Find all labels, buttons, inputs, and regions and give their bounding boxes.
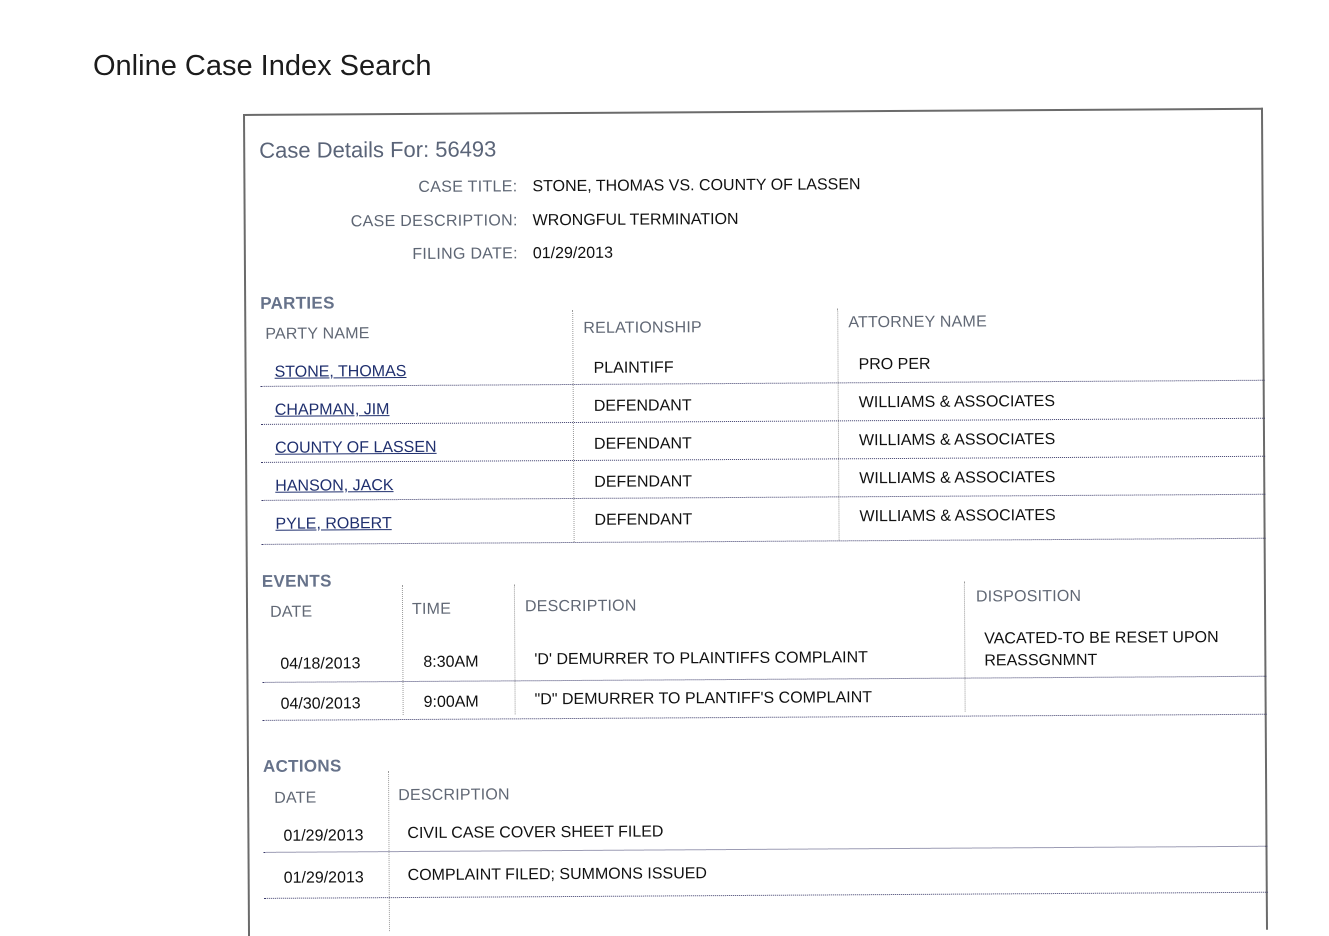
event-date: 04/30/2013 xyxy=(280,695,361,713)
case-title-row xyxy=(245,176,945,196)
party-relationship: PLAINTIFF xyxy=(593,359,674,377)
party-attorney: PRO PER xyxy=(858,355,931,374)
case-title-label: CASE TITLE: xyxy=(418,178,518,196)
table-row xyxy=(264,850,1268,899)
action-date-header: DATE xyxy=(274,789,317,807)
parties-heading: PARTIES xyxy=(260,293,335,313)
case-number: 56493 xyxy=(435,136,497,162)
event-disposition-line-2: REASSGNMNT xyxy=(984,651,1098,670)
party-attorney: WILLIAMS & ASSOCIATES xyxy=(858,431,1056,450)
party-relationship: DEFENDANT xyxy=(594,511,693,529)
party-attorney: WILLIAMS & ASSOCIATES xyxy=(858,393,1056,412)
party-name-link[interactable]: HANSON, JACK xyxy=(275,477,394,495)
event-description: 'D' DEMURRER TO PLAINTIFFS COMPLAINT xyxy=(534,649,868,669)
case-description-row xyxy=(246,210,946,231)
events-heading: EVENTS xyxy=(261,571,332,591)
table-row xyxy=(262,620,1266,683)
table-row xyxy=(260,346,1264,387)
party-relationship: DEFENDANT xyxy=(593,435,692,453)
action-date: 01/29/2013 xyxy=(283,827,364,845)
event-date-header: DATE xyxy=(269,603,313,621)
event-time: 9:00AM xyxy=(423,693,479,711)
table-row xyxy=(263,808,1267,853)
actions-heading: ACTIONS xyxy=(262,756,342,776)
page-title: Online Case Index Search xyxy=(93,50,432,82)
party-attorney: WILLIAMS & ASSOCIATES xyxy=(859,507,1056,526)
party-attorney: WILLIAMS & ASSOCIATES xyxy=(859,469,1056,488)
event-description: "D" DEMURRER TO PLANTIFF'S COMPLAINT xyxy=(534,689,873,709)
event-disposition-header: DISPOSITION xyxy=(975,587,1082,606)
party-name-header: PARTY NAME xyxy=(265,325,370,343)
case-description-value: WRONGFUL TERMINATION xyxy=(532,210,739,230)
case-details-label: Case Details For: xyxy=(259,136,430,163)
event-disposition-line-1: VACATED-TO BE RESET UPON xyxy=(984,629,1219,648)
table-row xyxy=(261,422,1265,463)
event-description-header: DESCRIPTION xyxy=(524,597,637,616)
party-relationship: DEFENDANT xyxy=(594,473,693,491)
table-row xyxy=(262,680,1266,721)
event-time-header: TIME xyxy=(411,600,452,618)
table-row xyxy=(261,498,1265,545)
filing-date-label: FILING DATE: xyxy=(412,245,518,263)
attorney-name-header: ATTORNEY NAME xyxy=(848,313,987,332)
filing-date-row xyxy=(246,243,946,263)
filing-date-value: 01/29/2013 xyxy=(532,244,613,263)
table-row xyxy=(261,460,1265,501)
action-date: 01/29/2013 xyxy=(283,869,364,887)
event-time: 8:30AM xyxy=(423,653,479,671)
table-row xyxy=(261,384,1265,425)
party-name-link[interactable]: CHAPMAN, JIM xyxy=(274,401,390,419)
party-name-link[interactable]: COUNTY OF LASSEN xyxy=(274,438,437,457)
case-description-label: CASE DESCRIPTION: xyxy=(350,212,518,231)
event-date: 04/18/2013 xyxy=(280,655,361,673)
party-name-link[interactable]: STONE, THOMAS xyxy=(274,363,407,381)
relationship-header: RELATIONSHIP xyxy=(583,319,702,337)
party-name-link[interactable]: PYLE, ROBERT xyxy=(275,515,392,533)
action-description: CIVIL CASE COVER SHEET FILED xyxy=(407,823,664,843)
action-description: COMPLAINT FILED; SUMMONS ISSUED xyxy=(407,865,708,885)
case-title-value: STONE, THOMAS VS. COUNTY OF LASSEN xyxy=(532,176,861,196)
case-details-panel xyxy=(243,108,1268,936)
action-description-header: DESCRIPTION xyxy=(398,786,510,805)
case-details-heading xyxy=(259,136,496,163)
party-relationship: DEFENDANT xyxy=(593,397,692,415)
